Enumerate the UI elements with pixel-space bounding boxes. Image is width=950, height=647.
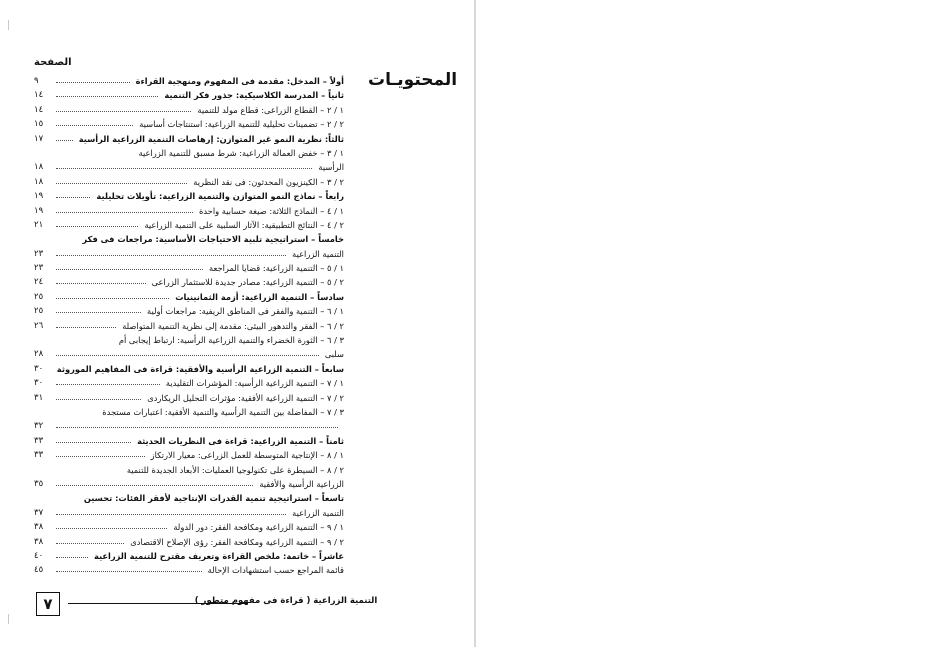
- toc-entry: [30, 376, 344, 390]
- toc-entry-page: ٣٠: [34, 378, 44, 389]
- toc-entry: [30, 463, 344, 477]
- toc-entry: [30, 275, 344, 289]
- toc-entry: [30, 448, 344, 462]
- toc-entry-text: ٣ / ٦ – الثورة الخضراء والتنمية الزراعية الرأسية: ارتباط إيجابى أم: [118, 335, 344, 346]
- toc-entry: [30, 535, 344, 549]
- toc-entry: [30, 146, 344, 160]
- toc-entry: [30, 74, 344, 88]
- toc-entry: [30, 304, 344, 318]
- toc-entry-page: ٢٣: [34, 263, 44, 274]
- toc-entry-page: ١٨: [34, 176, 44, 187]
- toc-entry: [30, 175, 344, 189]
- toc-entry-text: ١ / ٦ – التنمية والفقر فى المناطق الريفية: مراجعات أولية: [147, 306, 344, 317]
- toc-entry: [30, 491, 344, 505]
- toc-entry: [30, 103, 344, 117]
- toc-leader-dots: [56, 456, 145, 457]
- toc-leader-dots: [56, 298, 169, 299]
- toc-entry-page: ٣٠: [34, 363, 44, 374]
- crop-mark: [8, 20, 9, 30]
- toc-entry-text: خامساً – استراتيجية تلبية الاحتياجات الأساسية: مراجعات فى فكر: [82, 234, 344, 245]
- toc-entry: [30, 232, 344, 246]
- toc-entry-page: ٢٣: [34, 248, 44, 259]
- toc-entry: [30, 405, 344, 419]
- toc-leader-dots: [56, 226, 138, 227]
- toc-leader-dots: [56, 384, 160, 385]
- toc-leader-dots: [56, 571, 202, 572]
- toc-entry-text: تاسعاً – استراتيجية تنمية القدرات الإنتاجية لأفقر الفئات: تحسين: [83, 493, 344, 504]
- toc-entry-page: ٤٠: [34, 550, 44, 561]
- toc-entry-text: الزراعية الرأسية والأفقية: [259, 478, 344, 489]
- table-of-contents: [30, 74, 344, 578]
- toc-entry: [30, 117, 344, 131]
- toc-entry-text: ١ / ٧ – التنمية الزراعية الرأسية: المؤشرات التقليدية: [165, 378, 344, 389]
- toc-entry-page: ٣٣: [34, 450, 44, 461]
- toc-entry-page: ٢٥: [34, 306, 44, 317]
- toc-entry-page: ٣٧: [34, 507, 44, 518]
- toc-entry: [30, 189, 344, 203]
- toc-entry-text: ٢ / ٦ – الفقر والتدهور البيئى: مقدمة إلى نظرية التنمية المتواصلة: [122, 320, 344, 331]
- toc-leader-dots: [56, 327, 116, 328]
- toc-entry-text: ١ / ٩ – التنمية الزراعية ومكافحة الفقر: دور الدولة: [173, 522, 344, 533]
- toc-leader-dots: [56, 312, 141, 313]
- toc-entry: [30, 261, 344, 275]
- toc-title: المحتويـات: [368, 70, 458, 90]
- toc-entry-page: ٢٥: [34, 291, 44, 302]
- toc-entry-page: ٣٨: [34, 522, 44, 533]
- toc-entry-page: ١٤: [34, 104, 44, 115]
- toc-leader-dots: [56, 485, 253, 486]
- toc-entry-text: سلبى: [324, 349, 344, 360]
- toc-entry: [30, 333, 344, 347]
- toc-leader-dots: [56, 514, 286, 515]
- toc-leader-dots: [56, 125, 133, 126]
- toc-entry-text: عاشراً – خاتمة: ملخص القراءة وتعريف مقترح للتنمية الزراعية: [93, 550, 344, 561]
- toc-entry-page: ٢١: [34, 219, 44, 230]
- toc-entry-page: ١٧: [34, 133, 44, 144]
- page-footer: [30, 592, 440, 618]
- toc-entry: [30, 204, 344, 218]
- toc-entry-text: قائمة المراجع حسب استشهادات الإحالة: [207, 565, 344, 576]
- toc-entry-text: سابعاً – التنمية الزراعية الرأسية والأفقية: قراءة فى المفاهيم الموروثة: [56, 363, 344, 374]
- toc-leader-dots: [56, 399, 141, 400]
- toc-entry-page: ٣٢: [34, 421, 44, 432]
- toc-entry-text: ٢ / ٢ – تضمينات تحليلية للتنمية الزراعية: استنتاجات أساسية: [139, 119, 344, 130]
- toc-leader-dots: [56, 82, 130, 83]
- toc-entry: [30, 520, 344, 534]
- toc-leader-dots: [56, 197, 90, 198]
- toc-entry-text: التنمية الزراعية: [292, 507, 344, 518]
- toc-leader-dots: [56, 183, 187, 184]
- toc-entry-text: ١ / ٢ – القطاع الزراعى: قطاع مولد للتنمية: [197, 104, 344, 115]
- toc-entry-page: ١٨: [34, 162, 44, 173]
- page-number: ٧: [36, 592, 60, 616]
- toc-entry-text: ٢ / ٩ – التنمية الزراعية ومكافحة الفقر: رؤى الإصلاح الاقتصادى: [130, 536, 344, 547]
- toc-entry-text: التنمية الزراعية: [292, 248, 344, 259]
- toc-entry: [30, 247, 344, 261]
- toc-entry: [30, 347, 344, 361]
- toc-leader-dots: [56, 111, 191, 112]
- right-page: [476, 0, 950, 647]
- toc-entry-text: رابعاً – نماذج النمو المتوازن والتنمية الزراعية: تأويلات تحليلية: [96, 191, 344, 202]
- toc-entry: [30, 132, 344, 146]
- toc-entry-text: ٣ / ٧ – المفاضلة بين التنمية الرأسية والتنمية الأفقية: اعتبارات مستجدة: [102, 406, 344, 417]
- toc-entry-text: ٢ / ٣ – الكينزيون المحدثون: فى نقد النظرية: [193, 176, 344, 187]
- toc-leader-dots: [56, 355, 319, 356]
- toc-entry-page: ١٤: [34, 90, 44, 101]
- toc-entry-page: ٣١: [34, 392, 44, 403]
- toc-leader-dots: [56, 212, 193, 213]
- toc-entry-text: ٢ / ٧ – التنمية الزراعية الأفقية: مؤثرات التحليل الريكاردى: [147, 392, 344, 403]
- page-column-header: الصفحة: [34, 57, 72, 68]
- toc-entry-page: ١٥: [34, 119, 44, 130]
- toc-entry: [30, 391, 344, 405]
- crop-mark: [8, 614, 9, 624]
- toc-entry-page: ٢٨: [34, 349, 44, 360]
- toc-entry: [30, 319, 344, 333]
- toc-entry: [30, 290, 344, 304]
- toc-entry-page: ٣٥: [34, 478, 44, 489]
- toc-leader-dots: [56, 427, 338, 428]
- toc-entry-page: ٤٥: [34, 565, 44, 576]
- toc-leader-dots: [56, 168, 312, 169]
- toc-entry-page: ٢٤: [34, 277, 44, 288]
- toc-entry-text: ١ / ٣ – خفض العمالة الزراعية: شرط مسبق للتنمية الزراعية: [138, 147, 344, 158]
- toc-entry-text: أولاً – المدخل: مقدمة فى المفهوم ومنهجية القراءة: [135, 76, 344, 86]
- toc-entry-text: ١ / ٨ – الإنتاجية المتوسطة للعمل الزراعى: معيار الارتكاز: [150, 450, 344, 461]
- toc-entry-text: سادساً – التنمية الزراعية: أزمة الثمانينيات: [175, 291, 344, 302]
- toc-entry: [30, 477, 344, 491]
- toc-entry-text: ٢ / ٥ – التنمية الزراعية: مصادر جديدة للاستثمار الزراعى: [151, 277, 344, 288]
- toc-entry-page: ٣٣: [34, 435, 44, 446]
- toc-entry: [30, 218, 344, 232]
- running-title: التنمية الزراعية ( قراءة فى مفهوم متطور ): [194, 596, 378, 606]
- toc-entry: [30, 419, 344, 433]
- toc-entry: [30, 434, 344, 448]
- toc-entry: [30, 362, 344, 376]
- toc-leader-dots: [56, 528, 167, 529]
- toc-entry-text: ثالثاً: نظرية النمو غير المتوازن: إرهاصات التنمية الزراعية الرأسية: [78, 133, 344, 144]
- toc-entry-page: ٩: [34, 76, 39, 86]
- toc-entry-page: ٢٦: [34, 320, 44, 331]
- toc-leader-dots: [56, 269, 203, 270]
- toc-entry-page: ٣٨: [34, 536, 44, 547]
- toc-entry-text: ثانياً – المدرسة الكلاسيكية: جذور فكر التنمية: [164, 90, 344, 101]
- toc-leader-dots: [56, 283, 146, 284]
- toc-entry-page: ١٩: [34, 191, 44, 202]
- toc-entry-text: ثامناً – التنمية الزراعية: قراءة فى النظريات الحديثة: [137, 435, 344, 446]
- toc-entry-text: ٢ / ٤ – النتائج التطبيقية: الآثار السلبية على التنمية الزراعية: [144, 219, 344, 230]
- toc-entry: [30, 549, 344, 563]
- toc-leader-dots: [56, 96, 158, 97]
- toc-entry-text: ١ / ٤ – النماذج الثلاثة: صيغة حسابية واحدة: [198, 205, 344, 216]
- toc-entry-text: ٢ / ٨ – السيطرة على تكنولوجيا العمليات: الأبعاد الجديدة للتنمية: [126, 464, 344, 475]
- toc-entry: [30, 506, 344, 520]
- toc-entry: [30, 88, 344, 102]
- toc-leader-dots: [56, 140, 73, 141]
- toc-leader-dots: [56, 255, 286, 256]
- toc-entry-text: الرأسية: [318, 162, 344, 173]
- toc-leader-dots: [56, 557, 88, 558]
- toc-leader-dots: [56, 442, 131, 443]
- toc-entry: [30, 160, 344, 174]
- toc-entry: [30, 563, 344, 577]
- toc-entry-text: ١ / ٥ – التنمية الزراعية: قضايا المراجعة: [209, 263, 344, 274]
- toc-entry-page: ١٩: [34, 205, 44, 216]
- toc-leader-dots: [56, 543, 124, 544]
